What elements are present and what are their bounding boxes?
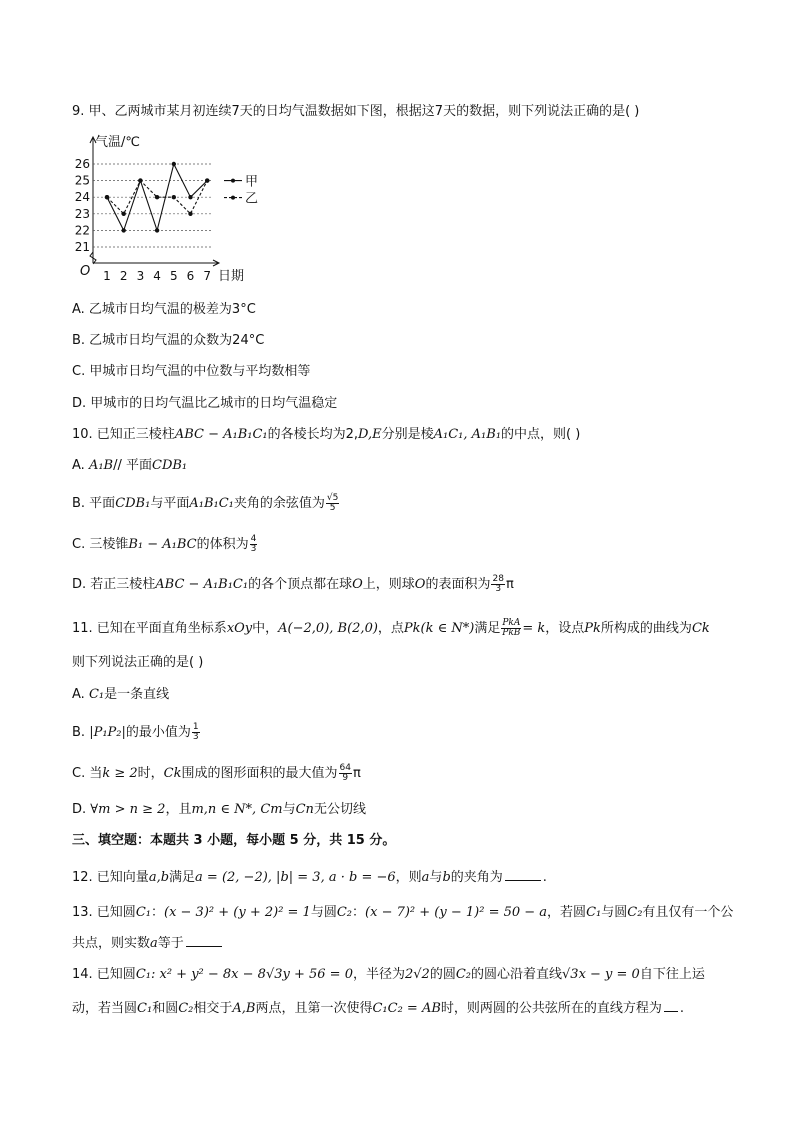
q11-opt-c-num: 64: [339, 763, 351, 773]
q13-answer-blank: [186, 934, 222, 947]
q14-l2-m3: 两点，且第一次使得: [255, 1001, 373, 1016]
q11-stem-line2: 则下列说法正确的是( ): [72, 655, 204, 670]
q10-prism: ABC − A₁B₁C₁: [174, 427, 268, 442]
x-tick-label: 3: [136, 269, 145, 283]
q11-opt-d-math: ∀m > n ≥ 2: [90, 802, 166, 817]
q14-c2: C₂: [455, 967, 471, 982]
q10-stem-c: 分别是棱: [381, 427, 434, 442]
q12-answer-blank: [505, 868, 541, 881]
q11-xoy: xOy: [226, 621, 253, 636]
q11-opt-c-math: k ≥ 2: [102, 766, 138, 781]
q12-mid2: ，则: [395, 870, 422, 885]
q10-opt-d-math: ABC − A₁B₁C₁: [155, 577, 249, 592]
q11-opt-b-num: 1: [192, 722, 199, 732]
q11-opt-d-math2: m,n ∈ N*, Cm: [191, 802, 283, 817]
q11-pk2: Pk: [584, 621, 601, 636]
q9-option-d: D. 甲城市的日均气温比乙城市的日均气温稳定: [72, 396, 338, 411]
q11-opt-d-pre: D.: [72, 802, 87, 817]
q14-pre: 14. 已知圆: [72, 967, 136, 982]
x-tick-label: 1: [103, 269, 111, 283]
q12-vb: b: [442, 870, 451, 885]
q10-opt-a-pre: A.: [72, 458, 85, 473]
q10-opt-c-pre: C. 三棱锥: [72, 537, 129, 552]
q11-opt-a-post: 是一条直线: [104, 687, 170, 702]
q11-opt-d-mid: ，且: [165, 802, 192, 817]
q13-c1: C₁: [135, 905, 151, 920]
q14-line2: [72, 999, 684, 1018]
q10-option-b: [72, 494, 340, 513]
q9-option-a: A. 乙城市日均气温的极差为3°C: [72, 302, 256, 317]
q11-option-b: [72, 723, 201, 742]
q12-mid: 满足: [169, 870, 196, 885]
q13-c2b: C₂: [627, 905, 643, 920]
q10-opt-d-mid: 的各个顶点都在球: [248, 577, 353, 592]
q13-c1b: C₁: [586, 905, 602, 920]
q10-opt-b-mid: 与平面: [150, 496, 190, 511]
q11-opt-c-mid: 时，: [137, 766, 164, 781]
q14-l2-eq: C₁C₂ = AB: [372, 1001, 441, 1016]
q11-stem-e: ，设点: [545, 621, 585, 636]
q13-colon2: ：: [352, 905, 366, 920]
q11-option-d: [72, 801, 366, 819]
q10-opt-d-mid2: 上，则球: [362, 577, 415, 592]
q11-opt-b-post: 的最小值为: [125, 725, 191, 740]
q11-opt-d-mid2: 与: [282, 802, 296, 817]
q14-l2-c1: C₁: [137, 1001, 153, 1016]
x-tick-label: 5: [169, 269, 178, 283]
q14-eq1: : x² + y² − 8x − 8√3y + 56 = 0: [150, 967, 353, 982]
q12-va: a: [421, 870, 430, 885]
q11-stem-d: 满足: [474, 621, 501, 636]
q10-opt-b-fraction: [326, 494, 339, 513]
origin-label: O: [80, 264, 91, 279]
q14-mid2: 的圆: [429, 967, 456, 982]
q10-opt-d-pre: D. 若正三棱柱: [72, 577, 156, 592]
q14-l2-c2: C₂: [178, 1001, 194, 1016]
temperature-line-chart: [72, 132, 272, 284]
legend-marker: [231, 179, 235, 183]
q9-option-c: C. 甲城市日均气温的中位数与平均数相等: [72, 364, 311, 379]
q11-opt-d-cn: Cn: [295, 802, 314, 817]
q10-opt-d-num: 28: [492, 574, 504, 584]
data-point-jia: [122, 228, 126, 232]
q10-stem-d: 的中点，则( ): [501, 427, 581, 442]
q13-line2-pre: 共点，则实数: [72, 936, 151, 951]
q11-opt-b-fraction: [192, 723, 200, 742]
q11-opt-b-math: |P₁P₂|: [89, 725, 126, 740]
q11-eq: = k: [522, 621, 546, 636]
q11-opt-d-post: 无公切线: [313, 802, 366, 817]
q13-line2: [72, 934, 224, 953]
q10-points: D,E: [358, 427, 382, 442]
q11-opt-a-pre: A.: [72, 687, 85, 702]
q14-l2-m2: 相交于: [193, 1001, 233, 1016]
q11-ratio-fraction: [501, 619, 521, 638]
q10-opt-b-post: 夹角的余弦值为: [233, 496, 325, 511]
q10-opt-d-den: 3: [495, 584, 502, 594]
y-tick-label: 24: [74, 190, 90, 205]
data-point-jia: [172, 162, 176, 166]
q10-opt-a-mid: // 平面: [113, 458, 152, 473]
q10-opt-d-o: O: [352, 577, 363, 592]
q11-points: A(−2,0), B(2,0): [278, 621, 378, 636]
q10-opt-d-o2: O: [414, 577, 426, 592]
q12-post: 的夹角为: [450, 870, 503, 885]
legend-marker: [231, 196, 235, 200]
q10-stem-b: 的各棱长均为2,: [267, 427, 359, 442]
q11-opt-c-pi: π: [352, 766, 361, 781]
y-tick-label: 23: [74, 206, 90, 221]
q10-opt-c-num: 4: [250, 534, 257, 544]
data-point-yi: [205, 178, 209, 182]
q10-opt-b-p1: CDB₁: [115, 496, 151, 511]
q14-l2-ab: A,B: [232, 1001, 256, 1016]
q12-end: .: [542, 870, 547, 885]
q13-var-a: a: [150, 936, 158, 951]
q9-stem: 9. 甲、乙两城市某月初连续7天的日均气温数据如下图，根据这7天的数据，则下列说法正确的是( ): [72, 104, 640, 119]
q14-mid: ，半径为: [352, 967, 405, 982]
q11-frac-num: PkA: [502, 618, 521, 628]
data-point-yi: [188, 212, 192, 216]
q11-stem-a: 11. 已知在平面直角坐标系: [72, 621, 227, 636]
q10-opt-b-den: 5: [329, 503, 336, 513]
q14-c1: C₁: [135, 967, 151, 982]
q11-opt-c-post: 围成的图形面积的最大值为: [181, 766, 338, 781]
q10-opt-d-pi: π: [505, 577, 514, 592]
q13-pre: 13. 已知圆: [72, 905, 136, 920]
y-tick-label: 25: [74, 173, 90, 188]
q14-l2-post: 时，则两圆的公共弦所在的直线方程为: [440, 1001, 662, 1016]
q13-line2-post: 等于: [157, 936, 184, 951]
y-tick-label: 26: [74, 157, 90, 171]
q12-pre: 12. 已知向量: [72, 870, 149, 885]
q14-mid3: 的圆心沿着直线: [471, 967, 563, 982]
q13: [72, 904, 733, 922]
q12-mid3: 与: [429, 870, 443, 885]
q10-opt-a-math: A₁B: [88, 458, 114, 473]
q10-edges: A₁C₁, A₁B₁: [433, 427, 502, 442]
q11-opt-c-pre: C. 当: [72, 766, 103, 781]
q11-frac-den: PkB: [502, 628, 521, 638]
x-tick-label: 4: [153, 269, 161, 283]
q11-opt-c-ck: Ck: [163, 766, 182, 781]
q14-end: .: [679, 1001, 685, 1016]
q11-pk: Pk(k ∈ N*): [403, 621, 475, 636]
q11-opt-a-math: C₁: [88, 687, 105, 702]
q13-c2: C₂: [336, 905, 353, 920]
q11-opt-c-den: 9: [342, 773, 349, 783]
q11-opt-b-pre: B.: [72, 725, 86, 740]
q13-colon1: ：: [150, 905, 164, 920]
q10-opt-d-fraction: [491, 575, 504, 594]
q10-opt-a-plane: CDB₁: [152, 458, 188, 473]
q11-stem-f: 所构成的曲线为: [600, 621, 692, 636]
q10-opt-c-post: 的体积为: [196, 537, 249, 552]
q10-option-a: [72, 457, 187, 475]
q13-mid2: ，若圆: [547, 905, 587, 920]
q11-stem-c: ，点: [377, 621, 404, 636]
y-tick-label: 21: [74, 240, 90, 254]
q10-opt-b-p2: A₁B₁C₁: [189, 496, 234, 511]
x-tick-label: 7: [203, 269, 212, 283]
q14-line: √3x − y = 0: [562, 967, 640, 982]
data-point-jia: [155, 228, 159, 232]
q10-stem-a: 10. 已知正三棱柱: [72, 427, 175, 442]
x-tick-label: 6: [186, 269, 195, 283]
data-point-yi: [105, 195, 109, 199]
q10-opt-b-num: √5: [326, 493, 339, 503]
q11-opt-b-den: 3: [192, 732, 199, 742]
q10-stem: [72, 426, 580, 444]
legend-label: 甲: [245, 174, 259, 190]
q13-mid: 与圆: [310, 905, 337, 920]
q10-opt-c-math: B₁ − A₁BC: [128, 537, 197, 552]
q11-ck: Ck: [691, 621, 710, 636]
q13-mid3: 与圆: [601, 905, 628, 920]
q14-answer-blank: [664, 999, 678, 1012]
q11-opt-c-fraction: [339, 764, 352, 783]
q10-opt-b-pre: B. 平面: [72, 496, 116, 511]
q11-stem: [72, 619, 710, 638]
q14: [72, 966, 705, 984]
data-point-yi: [122, 212, 126, 216]
data-point-yi: [155, 195, 159, 199]
q11-option-c: [72, 764, 361, 783]
q9-option-b: B. 乙城市日均气温的众数为24°C: [72, 333, 265, 348]
q10-option-d: [72, 575, 514, 594]
data-point-yi: [172, 195, 176, 199]
q10-option-c: [72, 535, 258, 554]
data-point-jia: [188, 195, 192, 199]
x-tick-label: 2: [119, 269, 128, 283]
q11-stem-b: 中，: [252, 621, 279, 636]
q14-l2-m1: 和圆: [152, 1001, 179, 1016]
q12: [72, 868, 547, 887]
q14-r: 2√2: [404, 967, 430, 982]
q13-eq1: (x − 3)² + (y + 2)² = 1: [164, 905, 311, 920]
q13-post: 有且仅有一个公: [642, 905, 734, 920]
y-axis-label: 气温/℃: [95, 135, 140, 150]
x-axis-label: 日期: [218, 269, 245, 284]
data-point-yi: [138, 178, 142, 182]
q10-opt-c-den: 3: [250, 544, 257, 554]
q10-opt-c-fraction: [250, 535, 258, 554]
q12-vecs: a,b: [148, 870, 170, 885]
q14-post: 自下往上运: [639, 967, 705, 982]
q10-opt-d-post: 的表面积为: [425, 577, 491, 592]
q12-cond: a = (2, −2), |b| = 3, a · b = −6: [195, 870, 396, 885]
section-fill-in-heading: 三、填空题：本题共 3 小题，每小题 5 分，共 15 分。: [72, 833, 396, 848]
q13-eq2: (x − 7)² + (y − 1)² = 50 − a: [365, 905, 548, 920]
q14-l2-pre: 动，若当圆: [72, 1001, 138, 1016]
y-tick-label: 22: [74, 223, 90, 238]
q11-option-a: [72, 686, 169, 704]
legend-label: 乙: [245, 191, 259, 207]
